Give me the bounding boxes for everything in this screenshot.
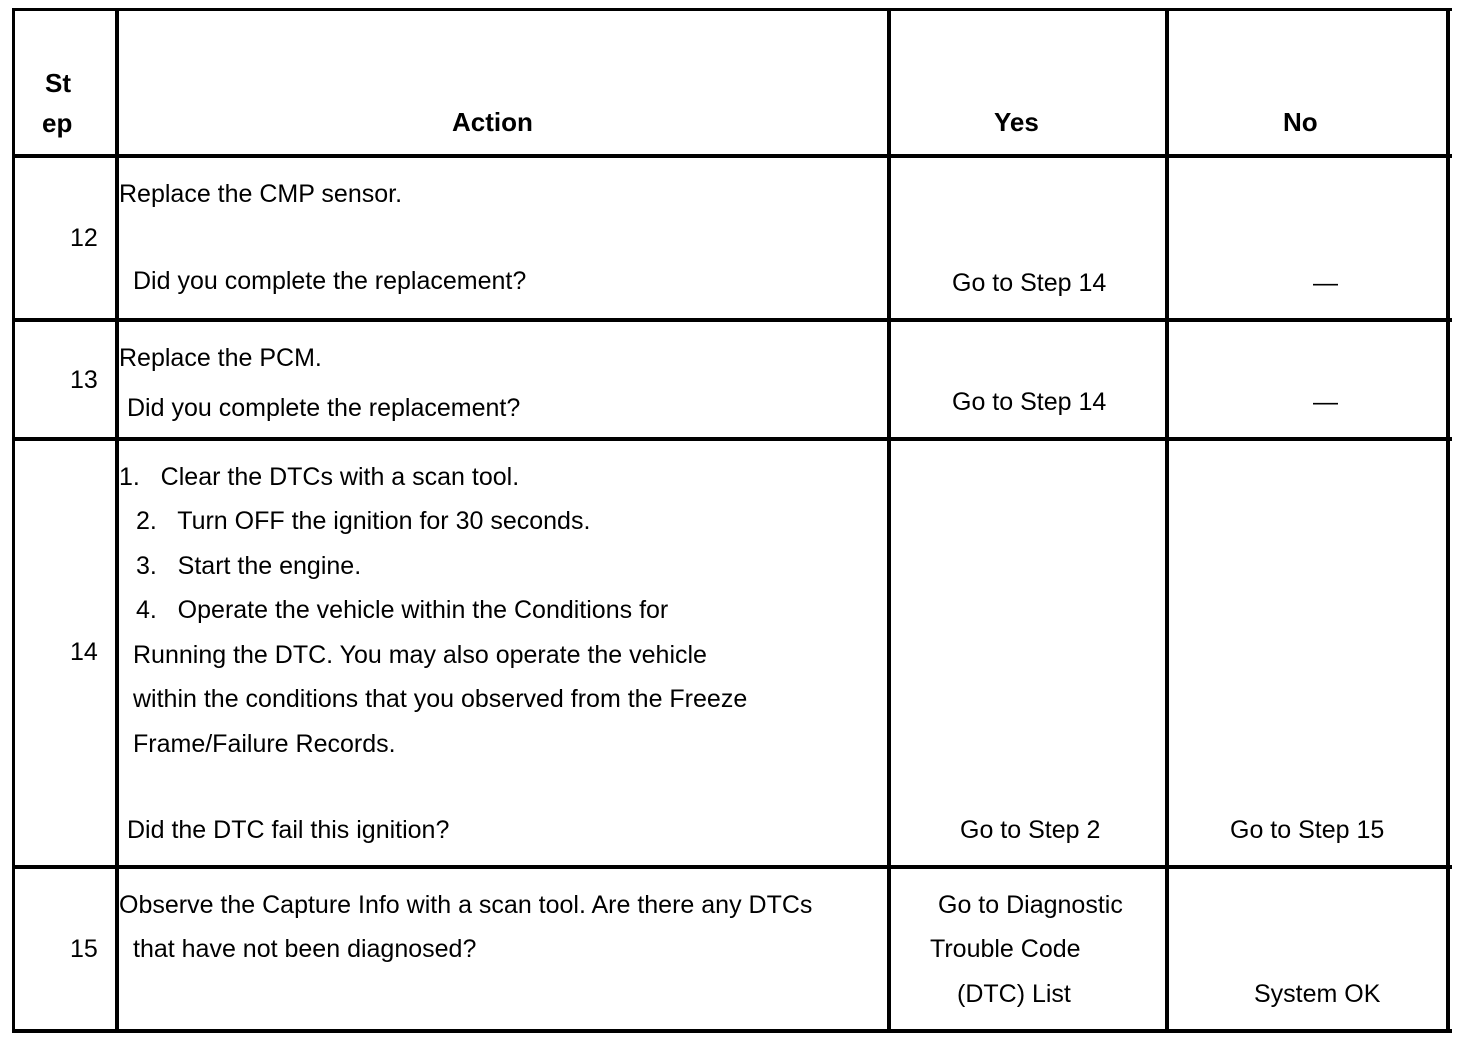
- yes-result: Go to Step 14: [952, 269, 1107, 297]
- table-border-bottom: [12, 1029, 1452, 1033]
- table-border-left: [12, 8, 15, 1033]
- yes-result-line: Trouble Code: [930, 935, 1081, 963]
- no-result: System OK: [1254, 980, 1381, 1008]
- header-divider: [12, 154, 1452, 158]
- yes-result-line: (DTC) List: [957, 980, 1071, 1008]
- action-question: Did you complete the replacement?: [133, 267, 527, 295]
- header-step-line2: ep: [42, 108, 73, 138]
- action-line: Observe the Capture Info with a scan tool. Are there any DTCs: [119, 891, 813, 919]
- action-line: Replace the CMP sensor.: [119, 180, 403, 208]
- action-line: 2. Turn OFF the ignition for 30 seconds.: [136, 507, 591, 535]
- row-divider-12: [12, 318, 1452, 322]
- action-question: Did you complete the replacement?: [127, 394, 521, 422]
- step-number: 13: [70, 366, 98, 394]
- step-number: 15: [70, 935, 98, 963]
- column-divider-action: [887, 8, 891, 1033]
- no-result: Go to Step 15: [1230, 816, 1385, 844]
- table-border-right: [1446, 8, 1450, 1033]
- row-divider-13: [12, 437, 1452, 441]
- action-question: Did the DTC fail this ignition?: [127, 816, 450, 844]
- column-divider-yes: [1165, 8, 1169, 1033]
- action-line: 1. Clear the DTCs with a scan tool.: [119, 463, 520, 491]
- table-border-top: [12, 8, 1452, 11]
- yes-result: Go to Step 2: [960, 816, 1101, 844]
- action-line: 3. Start the engine.: [136, 552, 362, 580]
- row-divider-14: [12, 865, 1452, 869]
- column-divider-step: [115, 8, 119, 1033]
- step-number: 14: [70, 638, 98, 666]
- header-step-line1: St: [45, 68, 71, 98]
- action-line: 4. Operate the vehicle within the Conditions for: [136, 596, 669, 624]
- yes-result-line: Go to Diagnostic: [938, 891, 1123, 919]
- header-yes: Yes: [994, 107, 1039, 137]
- step-number: 12: [70, 224, 98, 252]
- action-line: within the conditions that you observed from the Freeze: [133, 685, 748, 713]
- no-result: —: [1313, 388, 1338, 416]
- header-no: No: [1283, 107, 1318, 137]
- action-line: Frame/Failure Records.: [133, 730, 396, 758]
- action-line: Running the DTC. You may also operate the vehicle: [133, 641, 707, 669]
- no-result: —: [1313, 269, 1338, 297]
- action-line: that have not been diagnosed?: [133, 935, 477, 963]
- action-line: Replace the PCM.: [119, 344, 322, 372]
- yes-result: Go to Step 14: [952, 388, 1107, 416]
- header-action: Action: [452, 107, 533, 137]
